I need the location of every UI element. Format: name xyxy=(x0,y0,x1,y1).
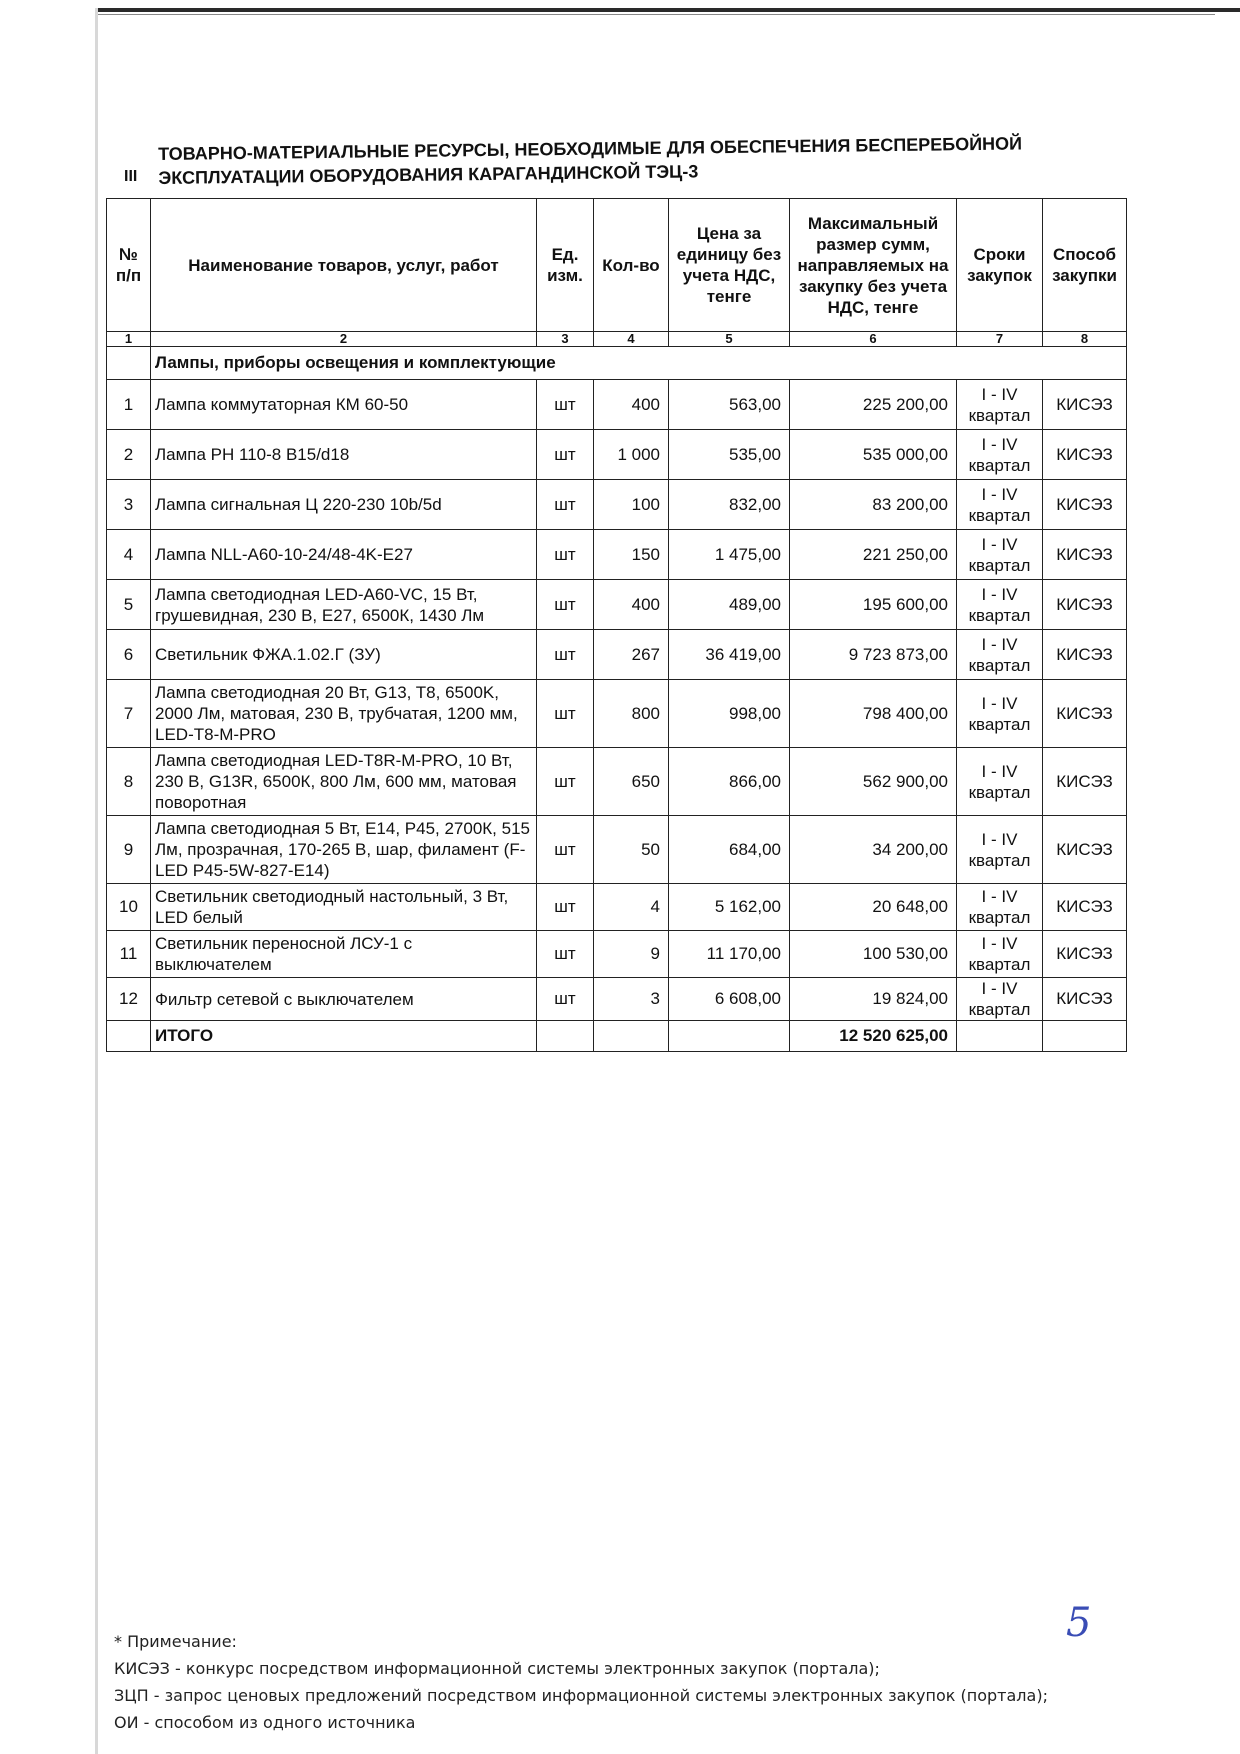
purchase-method: КИСЭЗ xyxy=(1043,380,1127,430)
unit: шт xyxy=(537,816,594,884)
table-header-row xyxy=(107,199,1127,332)
purchase-method: КИСЭЗ xyxy=(1043,530,1127,580)
max-sum: 225 200,00 xyxy=(790,380,957,430)
total-label: ИТОГО xyxy=(151,1021,537,1052)
table-row xyxy=(107,978,1127,1021)
purchase-period: I - IV квартал xyxy=(957,630,1043,680)
footnotes xyxy=(114,1628,1114,1736)
quantity: 400 xyxy=(594,580,669,630)
column-number: 5 xyxy=(669,332,790,347)
unit-price: 998,00 xyxy=(669,680,790,748)
max-sum: 195 600,00 xyxy=(790,580,957,630)
column-number: 6 xyxy=(790,332,957,347)
item-name: Лампа коммутаторная КМ 60-50 xyxy=(151,380,537,430)
purchase-method: КИСЭЗ xyxy=(1043,978,1127,1021)
row-number: 3 xyxy=(107,480,151,530)
purchase-method: КИСЭЗ xyxy=(1043,680,1127,748)
purchase-period: I - IV квартал xyxy=(957,816,1043,884)
unit: шт xyxy=(537,480,594,530)
item-name: Лампа светодиодная LED-T8R-M-PRO, 10 Вт, 230 В, G13R, 6500К, 800 Лм, 600 мм, матовая поворотная xyxy=(151,748,537,816)
purchase-method: КИСЭЗ xyxy=(1043,748,1127,816)
item-name: Лампа светодиодная 5 Вт, Е14, Р45, 2700К, 515 Лм, прозрачная, 170-265 В, шар, филамент (F-LED P45-5W-827-E14) xyxy=(151,816,537,884)
purchase-method: КИСЭЗ xyxy=(1043,480,1127,530)
item-name: Лампа РН 110-8 B15/d18 xyxy=(151,430,537,480)
unit-price: 5 162,00 xyxy=(669,884,790,931)
max-sum: 34 200,00 xyxy=(790,816,957,884)
note-line: ЗЦП - запрос ценовых предложений посредством информационной системы электронных закупок (портала); xyxy=(114,1686,1048,1705)
quantity: 4 xyxy=(594,884,669,931)
unit: шт xyxy=(537,884,594,931)
procurement-table xyxy=(106,198,1127,1052)
group-title: Лампы, приборы освещения и комплектующие xyxy=(151,347,1127,380)
quantity: 267 xyxy=(594,630,669,680)
row-number: 11 xyxy=(107,931,151,978)
row-number: 4 xyxy=(107,530,151,580)
header-period: Сроки закупок xyxy=(957,199,1043,332)
row-number: 9 xyxy=(107,816,151,884)
table-row xyxy=(107,530,1127,580)
table-row xyxy=(107,580,1127,630)
max-sum: 562 900,00 xyxy=(790,748,957,816)
unit-price: 489,00 xyxy=(669,580,790,630)
table-row xyxy=(107,884,1127,931)
unit-price: 1 475,00 xyxy=(669,530,790,580)
unit-price: 535,00 xyxy=(669,430,790,480)
max-sum: 19 824,00 xyxy=(790,978,957,1021)
purchase-method: КИСЭЗ xyxy=(1043,430,1127,480)
item-name: Светильник светодиодный настольный, 3 Вт, LED белый xyxy=(151,884,537,931)
purchase-period: I - IV квартал xyxy=(957,884,1043,931)
quantity: 800 xyxy=(594,680,669,748)
header-unit-price: Цена за единицу без учета НДС, тенге xyxy=(669,199,790,332)
quantity: 3 xyxy=(594,978,669,1021)
unit: шт xyxy=(537,430,594,480)
unit-price: 684,00 xyxy=(669,816,790,884)
row-number: 6 xyxy=(107,630,151,680)
header-unit: Ед. изм. xyxy=(537,199,594,332)
unit: шт xyxy=(537,580,594,630)
table-row xyxy=(107,931,1127,978)
column-number: 2 xyxy=(151,332,537,347)
item-name: Светильник переносной ЛСУ-1 с выключателем xyxy=(151,931,537,978)
item-name: Лампа NLL-A60-10-24/48-4K-E27 xyxy=(151,530,537,580)
item-name: Лампа сигнальная Ц 220-230 10b/5d xyxy=(151,480,537,530)
row-number: 7 xyxy=(107,680,151,748)
item-name: Фильтр сетевой с выключателем xyxy=(151,978,537,1021)
quantity: 100 xyxy=(594,480,669,530)
unit: шт xyxy=(537,931,594,978)
note-line: КИСЭЗ - конкурс посредством информационной системы электронных закупок (портала); xyxy=(114,1659,880,1678)
table-row xyxy=(107,430,1127,480)
purchase-method: КИСЭЗ xyxy=(1043,884,1127,931)
unit: шт xyxy=(537,748,594,816)
purchase-period: I - IV квартал xyxy=(957,380,1043,430)
total-sum: 12 520 625,00 xyxy=(790,1021,957,1052)
max-sum: 9 723 873,00 xyxy=(790,630,957,680)
unit: шт xyxy=(537,380,594,430)
table-row xyxy=(107,380,1127,430)
purchase-period: I - IV квартал xyxy=(957,748,1043,816)
max-sum: 798 400,00 xyxy=(790,680,957,748)
max-sum: 20 648,00 xyxy=(790,884,957,931)
max-sum: 83 200,00 xyxy=(790,480,957,530)
table-row xyxy=(107,748,1127,816)
header-method: Способ закупки xyxy=(1043,199,1127,332)
purchase-period: I - IV квартал xyxy=(957,530,1043,580)
column-number: 8 xyxy=(1043,332,1127,347)
unit-price: 6 608,00 xyxy=(669,978,790,1021)
section-number: III xyxy=(124,168,138,185)
quantity: 50 xyxy=(594,816,669,884)
row-number: 2 xyxy=(107,430,151,480)
purchase-method: КИСЭЗ xyxy=(1043,931,1127,978)
table-row xyxy=(107,630,1127,680)
purchase-period: I - IV квартал xyxy=(957,480,1043,530)
note-heading: * Примечание: xyxy=(114,1632,237,1651)
scan-left-edge xyxy=(95,8,98,1754)
scan-top-border-thin xyxy=(95,14,1215,15)
group-row xyxy=(107,347,1127,380)
purchase-period: I - IV квартал xyxy=(957,978,1043,1021)
table-row xyxy=(107,816,1127,884)
unit-price: 36 419,00 xyxy=(669,630,790,680)
purchase-method: КИСЭЗ xyxy=(1043,816,1127,884)
quantity: 9 xyxy=(594,931,669,978)
unit-price: 832,00 xyxy=(669,480,790,530)
table-row xyxy=(107,680,1127,748)
item-name: Лампа светодиодная 20 Вт, G13, T8, 6500K, 2000 Лм, матовая, 230 В, трубчатая, 1200 мм, LED-T8-M-PRO xyxy=(151,680,537,748)
section-title: ТОВАРНО-МАТЕРИАЛЬНЫЕ РЕСУРСЫ, НЕОБХОДИМЫЕ ДЛЯ ОБЕСПЕЧЕНИЯ БЕСПЕРЕБОЙНОЙ ЭКСПЛУАТАЦИИ ОБОРУДОВАНИЯ КАРАГАНДИНСКОЙ ТЭЦ-3 xyxy=(158,133,1023,188)
column-number-row xyxy=(107,332,1127,347)
max-sum: 221 250,00 xyxy=(790,530,957,580)
unit-price: 11 170,00 xyxy=(669,931,790,978)
header-quantity: Кол-во xyxy=(594,199,669,332)
table-row xyxy=(107,480,1127,530)
quantity: 150 xyxy=(594,530,669,580)
quantity: 650 xyxy=(594,748,669,816)
column-number: 3 xyxy=(537,332,594,347)
max-sum: 100 530,00 xyxy=(790,931,957,978)
column-number: 7 xyxy=(957,332,1043,347)
purchase-period: I - IV квартал xyxy=(957,580,1043,630)
row-number: 5 xyxy=(107,580,151,630)
unit: шт xyxy=(537,530,594,580)
handwritten-page-mark: 5 xyxy=(1066,1600,1092,1646)
item-name: Лампа светодиодная LED-A60-VC, 15 Вт, грушевидная, 230 В, Е27, 6500К, 1430 Лм xyxy=(151,580,537,630)
row-number: 8 xyxy=(107,748,151,816)
row-number: 1 xyxy=(107,380,151,430)
header-number: № п/п xyxy=(107,199,151,332)
header-name: Наименование товаров, услуг, работ xyxy=(151,199,537,332)
max-sum: 535 000,00 xyxy=(790,430,957,480)
row-number: 10 xyxy=(107,884,151,931)
unit-price: 563,00 xyxy=(669,380,790,430)
unit: шт xyxy=(537,680,594,748)
purchase-period: I - IV квартал xyxy=(957,931,1043,978)
row-number: 12 xyxy=(107,978,151,1021)
unit: шт xyxy=(537,630,594,680)
header-max-sum: Максимальный размер сумм, направляемых на закупку без учета НДС, тенге xyxy=(790,199,957,332)
column-number: 4 xyxy=(594,332,669,347)
purchase-period: I - IV квартал xyxy=(957,680,1043,748)
purchase-method: КИСЭЗ xyxy=(1043,630,1127,680)
column-number: 1 xyxy=(107,332,151,347)
unit-price: 866,00 xyxy=(669,748,790,816)
total-row xyxy=(107,1021,1127,1052)
unit: шт xyxy=(537,978,594,1021)
purchase-method: КИСЭЗ xyxy=(1043,580,1127,630)
quantity: 1 000 xyxy=(594,430,669,480)
quantity: 400 xyxy=(594,380,669,430)
item-name: Светильник ФЖА.1.02.Г (ЗУ) xyxy=(151,630,537,680)
purchase-period: I - IV квартал xyxy=(957,430,1043,480)
note-line: ОИ - способом из одного источника xyxy=(114,1713,416,1732)
scan-top-border xyxy=(95,8,1240,12)
